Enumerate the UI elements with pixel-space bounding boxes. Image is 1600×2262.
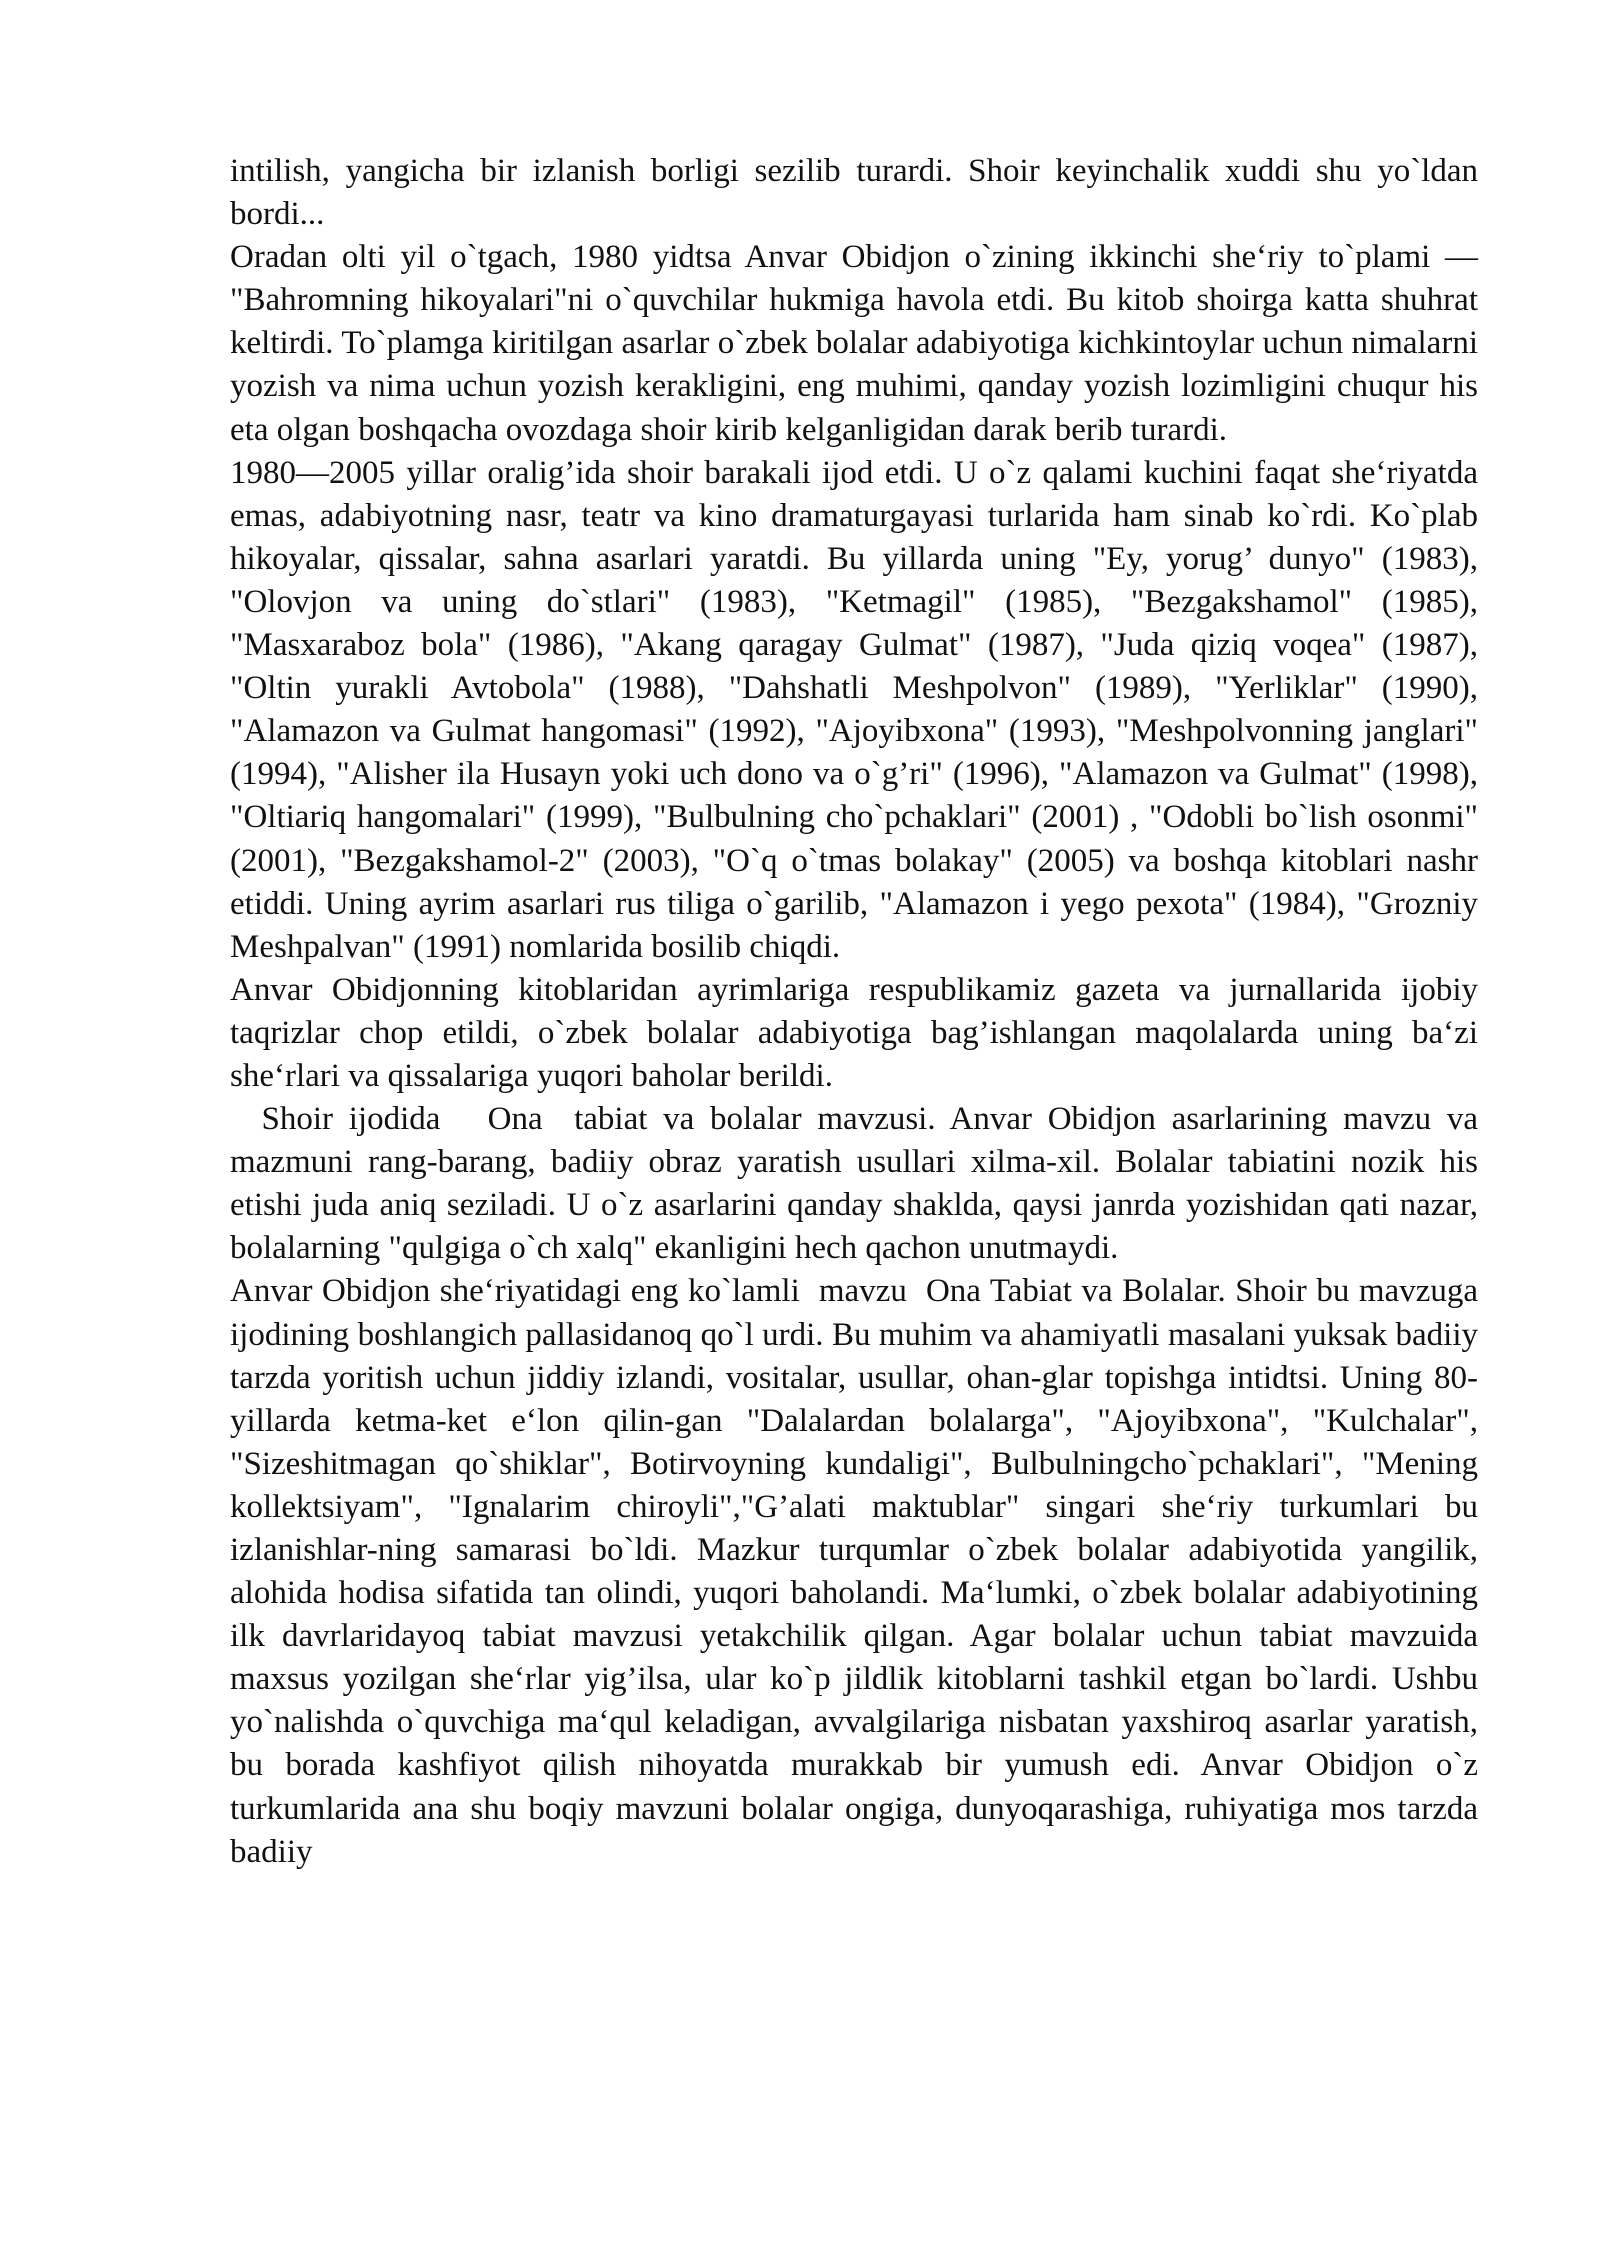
paragraph-1: intilish, yangicha bir izlanish borligi sezilib turardi. Shoir keyinchalik xuddi shu yo`ldan bordi...: [230, 153, 1487, 233]
paragraph-2: Oradan olti yil o`tgach, 1980 yidtsa Anvar Obidjon o`zining ikkinchi she‘riy to`plami — "Bahromning hikoyalari"ni o`quvchilar hukmiga havola etdi. Bu kitob shoirga katta shuhrat keltirdi. To`plamga kiritilgan asarlar o`zbek bolalar adabiyotiga kichkintoylar uchun nimalarni yozish va nima uchun yozish kerakligini, eng muhimi, qanday yozish lozimligini chuqur his eta olgan boshqacha ovozdaga shoir kirib kelganligidan darak berib turardi.: [230, 239, 1487, 448]
paragraph-3: 1980—2005 yillar oralig’ida shoir barakali ijod etdi. U o`z qalami kuchini faqat she‘riyatda emas, adabiyotning nasr, teatr va kino dramaturgayasi turlarida ham sinab ko`rdi. Ko`plab hikoyalar, qissalar, sahna asarlari yaratdi. Bu yillarda uning "Ey, yorug’ dunyo" (1983), "Olovjon va uning do`stlari" (1983), "Ketmagil" (1985), "Bezgakshamol" (1985), "Masxaraboz bola" (1986), "Akang qaragay Gulmat" (1987), "Juda qiziq voqea" (1987), "Oltin yurakli Avtobola" (1988), "Dahshatli Meshpolvon" (1989), "Yerliklar" (1990), "Alamazon va Gulmat hangomasi" (1992), "Ajoyibxona" (1993), "Meshpolvonning janglari" (1994), "Alisher ila Husayn yoki uch dono va o`g’ri" (1996), "Alamazon va Gulmat" (1998), "Oltiariq hangomalari" (1999), "Bulbulning cho`pchaklari" (2001) , "Odobli bo`lish osonmi" (2001), "Bezgakshamol-2" (2003), "O`q o`tmas bolakay" (2005) va boshqa kitoblari nashr etiddi. Uning ayrim asarlari rus tiliga o`garilib, "Alamazon i yego pexota" (1984), "Grozniy Meshpalvan" (1991) nomlarida bosilib chiqdi.: [230, 454, 1487, 965]
paragraph-6: Anvar Obidjon she‘riyatidagi eng ko`lamli mavzu Ona Tabiat va Bolalar. Shoir bu mavzuga ijodining boshlangich pallasidanoq qo`l urdi. Bu muhim va ahamiyatli masalani yuksak badiiy tarzda yoritish uchun jiddiy izlandi, vositalar, usullar, ohan-glar topishga intidtsi. Uning 80-yillarda ketma-ket e‘lon qilin-gan "Dalalardan bolalarga", "Ajoyibxona", "Kulchalar", "Sizeshitmagan qo`shiklar", Botirvoyning kundaligi", Bulbulningcho`pchaklari", "Mening kollektsiyam", "Ignalarim chiroyli","G’alati maktublar" singari she‘riy turkumlari bu izlanishlar-ning samarasi bo`ldi. Mazkur turqumlar o`zbek bolalar adabiyotida yangilik, alohida hodisa sifatida tan olindi, yuqori baholandi. Ma‘lumki, o`zbek bolalar adabiyotining ilk davrlaridayoq tabiat mavzusi yetakchilik qilgan. Agar bolalar uchun tabiat mavzuida maxsus yozilgan she‘rlar yig’ilsa, ular ko`p jildlik kitoblarni tashkil etgan bo`lardi. Ushbu yo`nalishda o`quvchiga ma‘qul keladigan, avvalgilariga nisbatan yaxshiroq asarlar yaratish, bu borada kashfiyot qilish nihoyatda murakkab bir yumush edi. Anvar Obidjon o`z turkumlarida ana shu boqiy mavzuni bolalar ongiga, dunyoqarashiga, ruhiyatiga mos tarzda badiiy: [230, 1273, 1487, 1870]
paragraph-4: Anvar Obidjonning kitoblaridan ayrimlariga respublikamiz gazeta va jurnallarida ijobiy taqrizlar chop etildi, o`zbek bolalar adabiyotiga bag’ishlangan maqolalarda uning ba‘zi she‘rlari va qissalariga yuqori baholar berildi.: [230, 971, 1487, 1094]
paragraph-5: Shoir ijodida Ona tabiat va bolalar mavzusi. Anvar Obidjon asarlarining mavzu va mazmuni rang-barang, badiiy obraz yaratish usullari xilma-xil. Bolalar tabiatini nozik his etishi juda aniq seziladi. U o`z asarlarini qanday shaklda, qaysi janrda yozishidan qati nazar, bolalarning "qulgiga o`ch xalq" ekanligini hech qachon unutmaydi.: [230, 1101, 1487, 1267]
document-page: [230, 150, 1487, 1874]
